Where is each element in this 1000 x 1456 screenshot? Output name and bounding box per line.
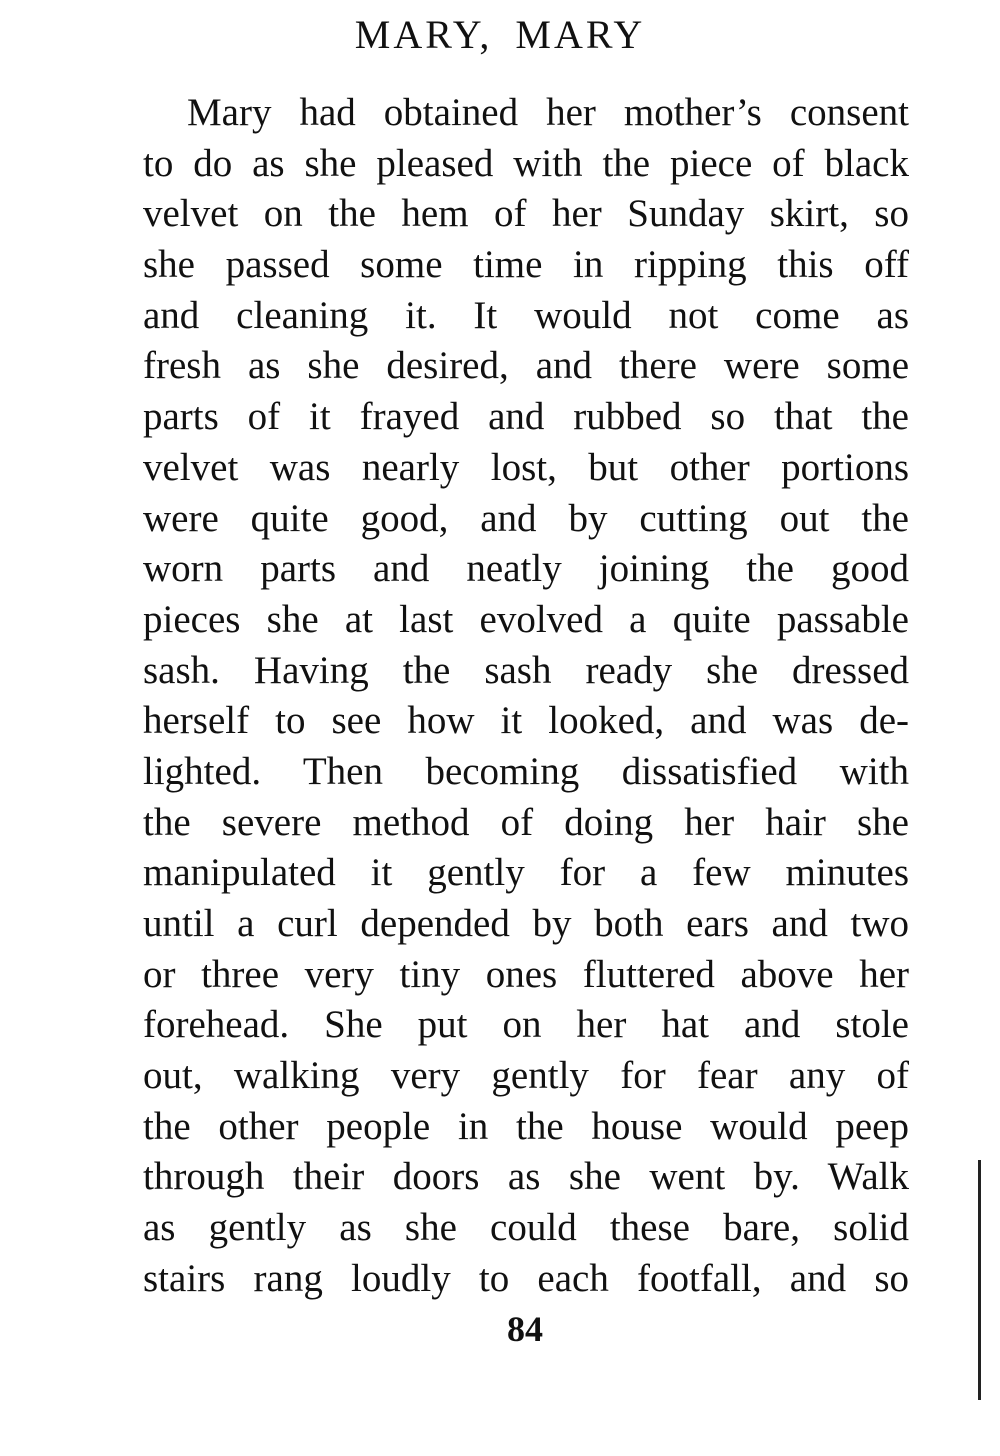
text-line: as gently as she could these bare, solid: [143, 1206, 909, 1250]
text-line: parts of it frayed and rubbed so that the: [143, 395, 909, 439]
text-line: velvet on the hem of her Sunday skirt, so: [143, 192, 909, 236]
text-line: the other people in the house would peep: [143, 1104, 909, 1148]
text-line: forehead. She put on her hat and stole: [143, 1003, 909, 1047]
text-line: sash. Having the sash ready she dressed: [143, 648, 909, 692]
text-line: Mary had obtained her mother’s consent: [187, 91, 909, 134]
text-line: she passed some time in ripping this off: [143, 243, 909, 287]
text-line: lighted. Then becoming dissatisfied with: [143, 749, 909, 793]
text-line: fresh as she desired, and there were some: [143, 344, 909, 388]
text-line: herself to see how it looked, and was de-: [143, 699, 909, 743]
text-line: to do as she pleased with the piece of black: [143, 141, 909, 185]
body-paragraph: [143, 88, 909, 1305]
text-line: and cleaning it. It would not come as: [143, 293, 909, 337]
text-line: or three very tiny ones fluttered above her: [143, 952, 909, 996]
text-line: pieces she at last evolved a quite passable: [143, 597, 909, 641]
text-line: were quite good, and by cutting out the: [143, 496, 909, 540]
text-line: velvet was nearly lost, but other portions: [143, 445, 909, 489]
text-line: worn parts and neatly joining the good: [143, 547, 909, 591]
text-line: stairs rang loudly to each footfall, and so: [143, 1256, 909, 1300]
text-line: manipulated it gently for a few minutes: [143, 851, 909, 895]
running-head: MARY, MARY: [354, 12, 646, 57]
text-line: out, walking very gently for fear any of: [143, 1054, 909, 1098]
text-line: the severe method of doing her hair she: [143, 800, 909, 844]
text-line: until a curl depended by both ears and two: [143, 902, 909, 945]
scan-margin-line: [978, 1160, 981, 1400]
page-number: 84: [507, 1309, 543, 1349]
text-line: through their doors as she went by. Walk: [143, 1155, 909, 1199]
